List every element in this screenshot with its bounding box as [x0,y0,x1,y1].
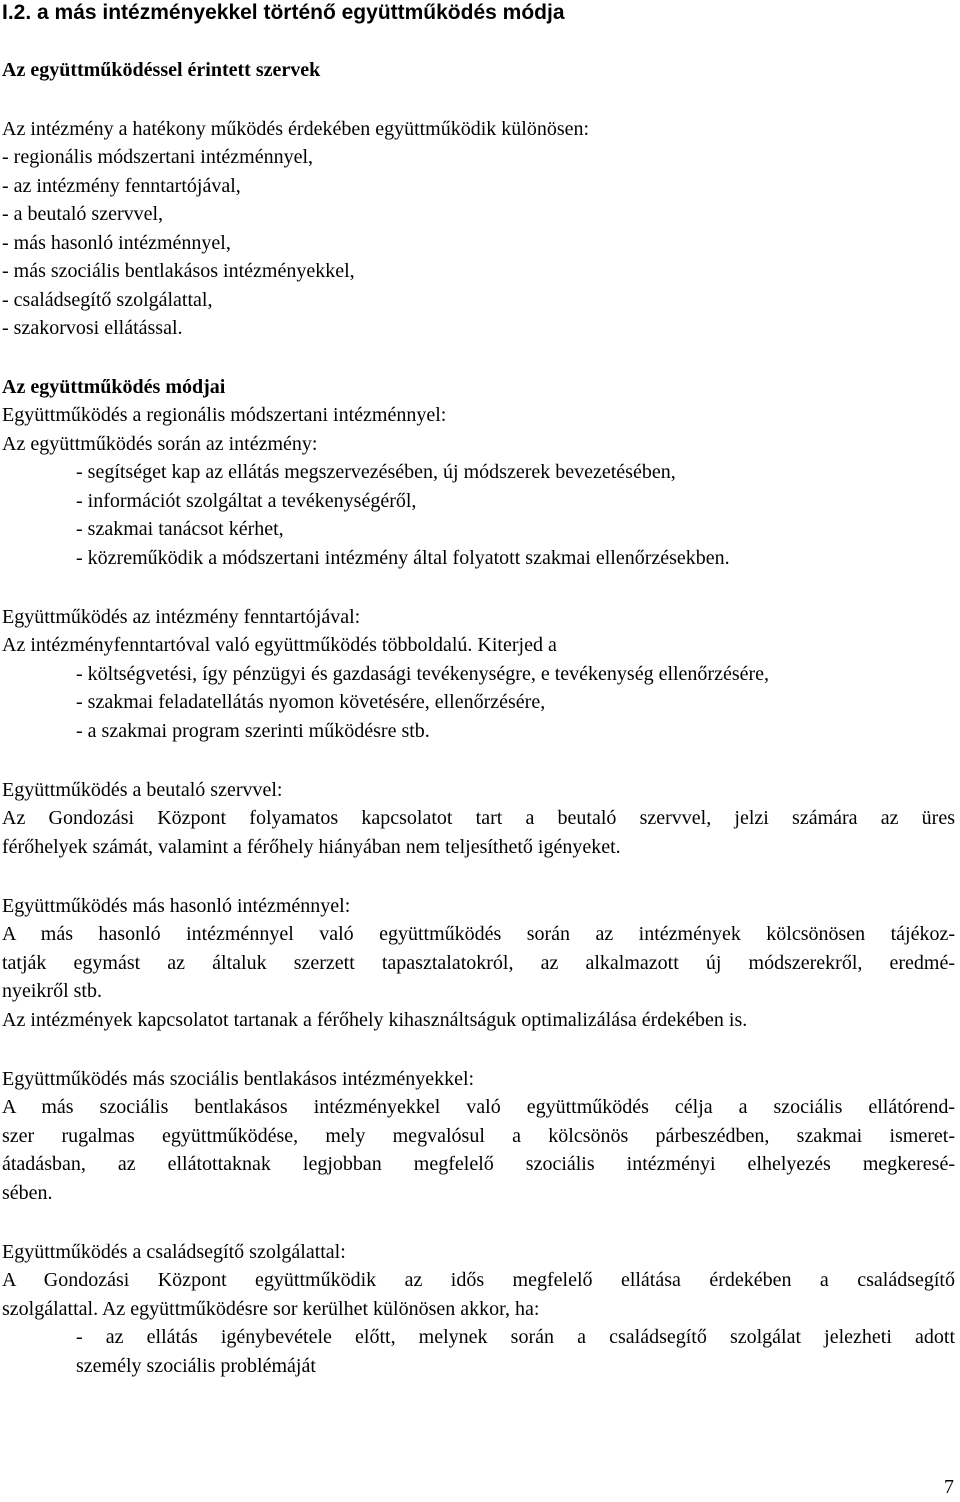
similar-text-line: nyeikről stb. [2,980,102,1002]
residential-title: Együttműködés más szociális bentlakásos intézményekkel: [2,1068,475,1090]
partner-list-item: - szakorvosi ellátással. [2,317,183,339]
partner-list-item: - a beutaló szervvel, [2,203,164,225]
family-list-item: személy szociális problémáját [76,1355,316,1377]
operator-title: Együttműködés az intézmény fenntartójával: [2,606,361,628]
similar-text-line: tatják egymást az általuk szerzett tapasztalatokról, az alkalmazott új módszerekről, eredmé- [2,952,955,974]
operator-list-item: - szakmai feladatellátás nyomon követésére, ellenőrzésére, [76,691,546,713]
residential-text-line: szer rugalmas együttműködése, mely megvalósul a kölcsönös párbeszédben, szakmai ismeret- [2,1125,955,1147]
regional-list-item: - szakmai tanácsot kérhet, [76,518,284,540]
page-number: 7 [944,1476,954,1498]
family-title: Együttműködés a családsegítő szolgálattal: [2,1241,346,1263]
intro-text: Az intézmény a hatékony működés érdekében együttműködik különösen: [2,118,590,140]
similar-text-line: A más hasonló intézménnyel való együttműködés során az intézmények kölcsönösen tájékoz- [2,923,955,945]
residential-text-line: átadásban, az ellátottaknak legjobban megfelelő szociális intézményi elhelyezés megkeresé- [2,1153,955,1175]
operator-list-item: - a szakmai program szerinti működésre stb. [76,720,430,742]
residential-text-line: sében. [2,1182,53,1204]
partner-list-item: - az intézmény fenntartójával, [2,175,241,197]
operator-intro: Az intézményfenntartóval való együttműködés többoldalú. Kiterjed a [2,634,557,656]
section-heading: I.2. a más intézményekkel történő együttműködés módja [2,1,565,24]
partner-list-item: - más szociális bentlakásos intézményekkel, [2,260,355,282]
similar-title: Együttműködés más hasonló intézménnyel: [2,895,351,917]
residential-text-line: A más szociális bentlakásos intézményekkel való együttműködés célja a szociális ellátórend- [2,1096,955,1118]
regional-list-item: - közreműködik a módszertani intézmény által folyatott szakmai ellenőrzésekben. [76,547,730,569]
referral-title: Együttműködés a beutaló szervvel: [2,779,283,801]
regional-title: Együttműködés a regionális módszertani intézménnyel: [2,404,447,426]
family-list-item: - az ellátás igénybevétele előtt, melynek során a családsegítő szolgálat jelezheti adott [76,1326,955,1348]
partner-list-item: - családsegítő szolgálattal, [2,289,213,311]
family-text-line: A Gondozási Központ együttműködik az idős megfelelő ellátása érdekében a családsegítő [2,1269,955,1291]
regional-list-item: - segítséget kap az ellátás megszervezésében, új módszerek bevezetésében, [76,461,676,483]
family-text-line: szolgálattal. Az együttműködésre sor kerülhet különösen akkor, ha: [2,1298,540,1320]
partner-list-item: - regionális módszertani intézménnyel, [2,146,314,168]
referral-text-line: férőhelyek számát, valamint a férőhely hiányában nem teljesíthető igényeket. [2,836,621,858]
subheading: Az együttműködéssel érintett szervek [2,59,321,81]
referral-text-line: Az Gondozási Központ folyamatos kapcsolatot tart a beutaló szervvel, jelzi számára az üres [2,807,955,829]
partner-list-item: - más hasonló intézménnyel, [2,232,231,254]
operator-list-item: - költségvetési, így pénzügyi és gazdasági tevékenységre, e tevékenység ellenőrzésére, [76,663,770,685]
regional-list-item: - információt szolgáltat a tevékenységéről, [76,490,417,512]
regional-intro: Az együttműködés során az intézmény: [2,433,318,455]
similar-text-line: Az intézmények kapcsolatot tartanak a férőhely kihasználtságuk optimalizálása érdekében is. [2,1009,748,1031]
modes-heading: Az együttműködés módjai [2,376,226,398]
